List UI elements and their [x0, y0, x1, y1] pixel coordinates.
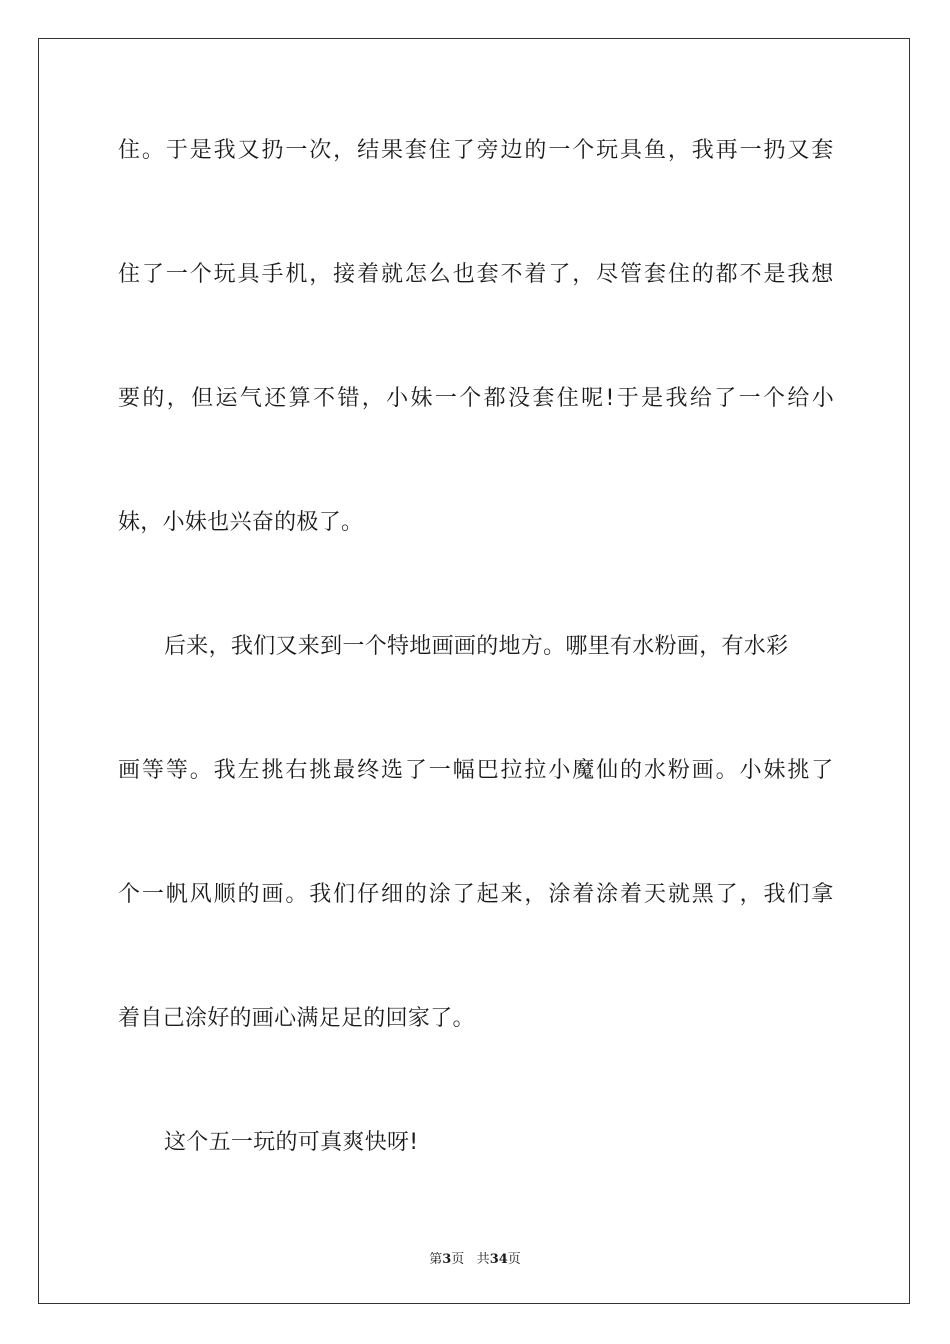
footer-page-current: 3 — [442, 1252, 452, 1267]
footer-page-total: 34 — [489, 1252, 508, 1267]
footer-page-suffix: 页 — [451, 1252, 465, 1267]
text-line-3: 要 的 ， 但 运 气 还 算 不 错 ， 小 妹 一 个 都 没 套 住 呢 ! 于 是 我 给 了 一 个 给 小 — [118, 386, 834, 411]
text-line-7: 个 一 帆 风 顺 的 画 。 我 们 仔 细 的 涂 了 起 来 ， 涂 着 涂 着 天 就 黑 了 ， 我 们 拿 — [118, 882, 834, 907]
text-line-2: 住 了 一 个 玩 具 手 机 ， 接 着 就 怎 么 也 套 不 着 了 ， 尽 管 套 住 的 都 不 是 我 想 — [118, 262, 834, 287]
document-body — [118, 125, 834, 1241]
text-line-1: 住 。 于 是 我 又 扔 一 次 ， 结 果 套 住 了 旁 边 的 一 个 玩 具 鱼 ， 我 再 一 扔 又 套 — [118, 138, 834, 163]
text-line-5: 后来，我们又来到一个特地画画的地方。哪里有水粉画，有水彩 — [164, 634, 789, 659]
page-footer — [0, 1248, 950, 1267]
text-line-4: 妹，小妹也兴奋的极了。 — [118, 510, 364, 535]
text-line-8: 着自己涂好的画心满足足的回家了。 — [118, 1006, 475, 1031]
text-line-6: 画 等 等 。 我 左 挑 右 挑 最 终 选 了 一 幅 巴 拉 拉 小 魔 仙 的 水 粉 画 。 小 妹 挑 了 — [118, 758, 834, 783]
text-line-9: 这个五一玩的可真爽快呀! — [164, 1130, 419, 1155]
footer-page-prefix: 第 — [429, 1252, 443, 1267]
footer-total-prefix: 共 — [476, 1252, 490, 1267]
footer-total-suffix: 页 — [507, 1252, 521, 1267]
